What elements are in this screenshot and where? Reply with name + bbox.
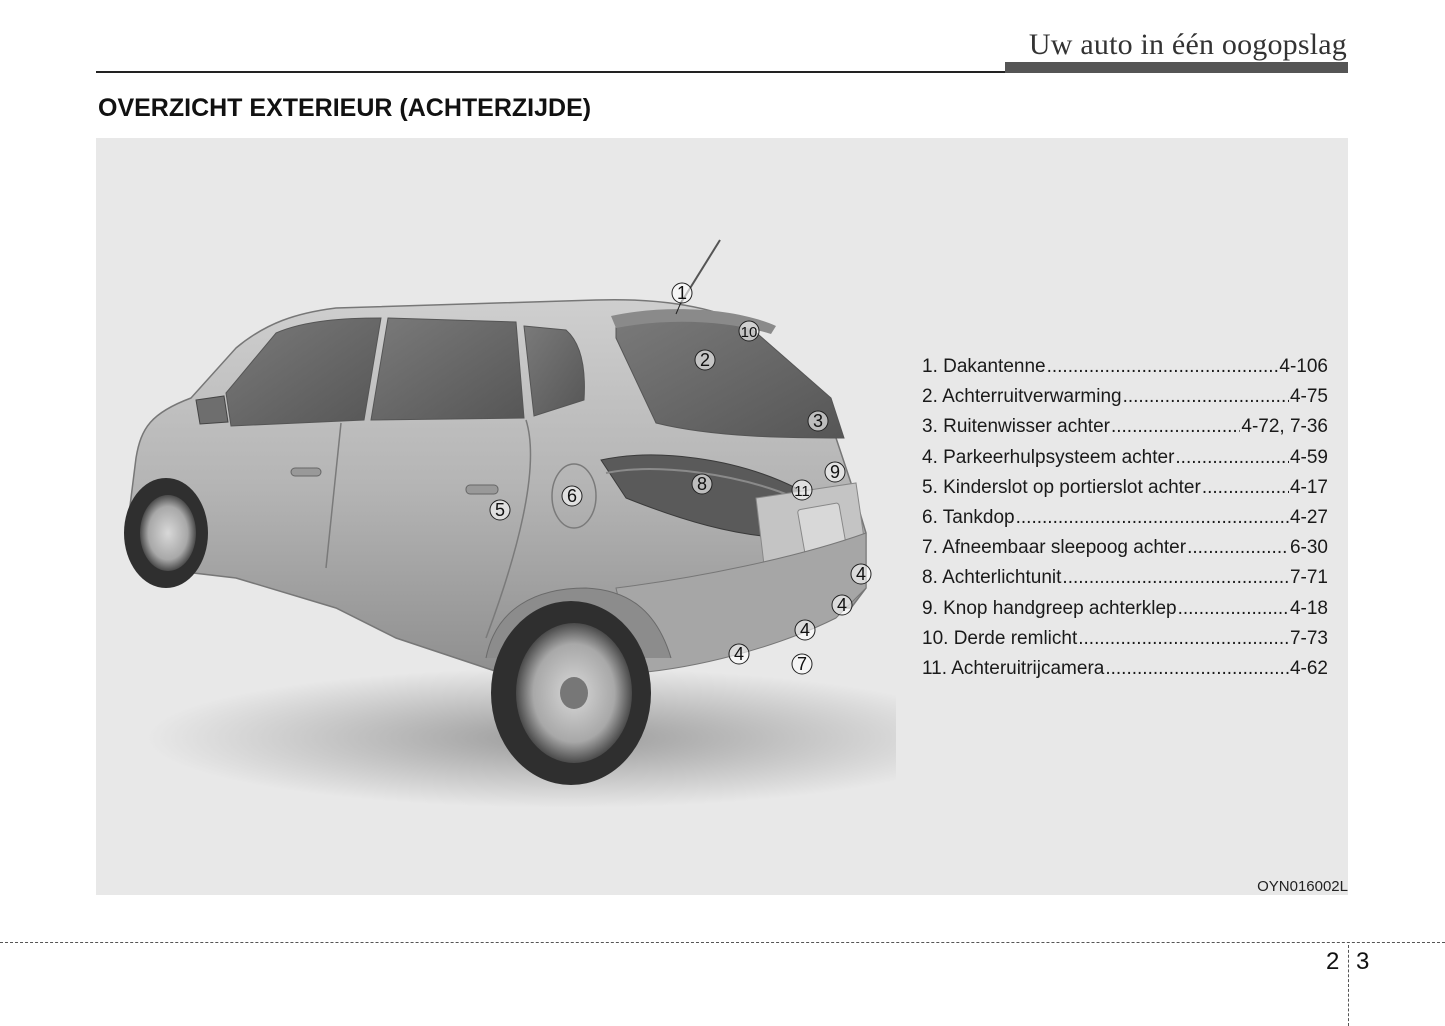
side-mirror [196,396,228,424]
figure-panel [96,138,1348,895]
front-rim [140,495,196,571]
legend-item-page: 4-59 [1289,446,1328,468]
legend-item-label: 2. Achterruitverwarming [922,386,1122,408]
callout-7-label: 7 [796,654,808,674]
footer-dashed-rule [0,942,1445,943]
callout-4a [851,564,871,584]
legend-leader-dots [1111,416,1240,438]
callout-4d-label: 4 [733,644,745,664]
callout-8-label: 8 [696,474,708,494]
legend-item-label: 1. Dakantenne [922,356,1046,377]
side-window-rear [371,318,524,420]
legend-item [922,356,1328,386]
callout-2-label: 2 [699,350,711,370]
legend-item-label: 8. Achterlichtunit [922,567,1062,589]
callout-3-label: 3 [812,411,824,431]
legend-leader-dots [1047,356,1279,378]
legend-item-page: 4-106 [1279,356,1328,377]
callout-6-label: 6 [566,486,578,506]
legend-item-label: 5. Kinderslot op portierslot achter [922,476,1201,498]
callout-9 [825,462,845,482]
callout-11 [792,480,812,500]
legend-leader-dots [1187,537,1289,559]
callout-4d [729,644,749,664]
header-accent-bar [1005,62,1348,73]
legend-item-page: 4-62 [1289,657,1328,679]
legend-item [922,447,1328,477]
legend-item [922,416,1328,446]
legend-item [922,567,1328,597]
legend-leader-dots [1016,507,1289,529]
page-number: 3 [1356,948,1370,975]
legend-item-page: 4-27 [1289,506,1328,528]
legend-leader-dots [1175,447,1289,469]
legend-item-label: 9. Knop handgreep achterklep [922,597,1177,619]
legend-leader-dots [1105,658,1289,680]
legend-item-page: 4-72, 7-36 [1241,416,1328,438]
legend-item-label: 6. Tankdop [922,506,1015,528]
side-window-front [226,318,381,426]
legend-item-label: 10. Derde remlicht [922,627,1078,649]
legend-leader-dots [1178,598,1289,620]
callout-4b-label: 4 [836,595,848,615]
legend-leader-dots [1123,386,1289,408]
callout-11-label: 11 [794,483,810,500]
callout-5 [490,500,510,520]
callout-8 [692,474,712,494]
running-header-title: Uw auto in één oogopslag [1028,28,1347,61]
legend-item [922,507,1328,537]
figure-code: OYN016002L [1257,878,1348,895]
legend-item-page: 4-18 [1289,597,1328,619]
callout-5-label: 5 [494,500,506,520]
legend-leader-dots [1202,477,1289,499]
callout-10 [739,321,759,341]
legend-item-page: 4-75 [1289,386,1328,408]
callout-4c-label: 4 [799,620,811,640]
car-rear-illustration [96,138,896,895]
chapter-number: 2 [1326,948,1340,975]
callout-4b [832,595,852,615]
callout-legend [922,356,1328,688]
callout-7 [792,654,812,674]
legend-leader-dots [1078,628,1289,650]
legend-item-label: 11. Achteruitrijcamera [922,657,1105,679]
door-handle-rear [466,485,498,494]
callout-3 [808,411,828,431]
legend-item [922,658,1328,688]
legend-item-page: 7-73 [1289,627,1328,649]
callout-10-label: 10 [740,324,758,341]
callout-4a-label: 4 [855,564,867,584]
legend-item-label: 7. Afneembaar sleepoog achter [922,537,1187,559]
legend-item [922,386,1328,416]
legend-item [922,598,1328,628]
legend-item-page: 6-30 [1289,537,1328,559]
legend-leader-dots [1062,567,1289,589]
legend-item-page: 4-17 [1289,476,1328,498]
legend-item-page: 7-71 [1289,567,1328,589]
legend-item [922,537,1328,567]
callout-4c [795,620,815,640]
callout-1 [672,283,692,303]
legend-item-label: 4. Parkeerhulpsysteem achter [922,446,1175,468]
legend-item [922,628,1328,658]
legend-item [922,477,1328,507]
callout-2 [695,350,715,370]
callout-9-label: 9 [829,462,841,482]
rear-hub [560,677,588,709]
footer-page-divider [1348,945,1349,1026]
legend-item-label: 3. Ruitenwisser achter [922,416,1110,438]
callout-6 [562,486,582,506]
section-title: OVERZICHT EXTERIEUR (ACHTERZIJDE) [98,94,592,122]
callout-1-label: 1 [676,283,688,303]
door-handle-front [291,468,321,476]
